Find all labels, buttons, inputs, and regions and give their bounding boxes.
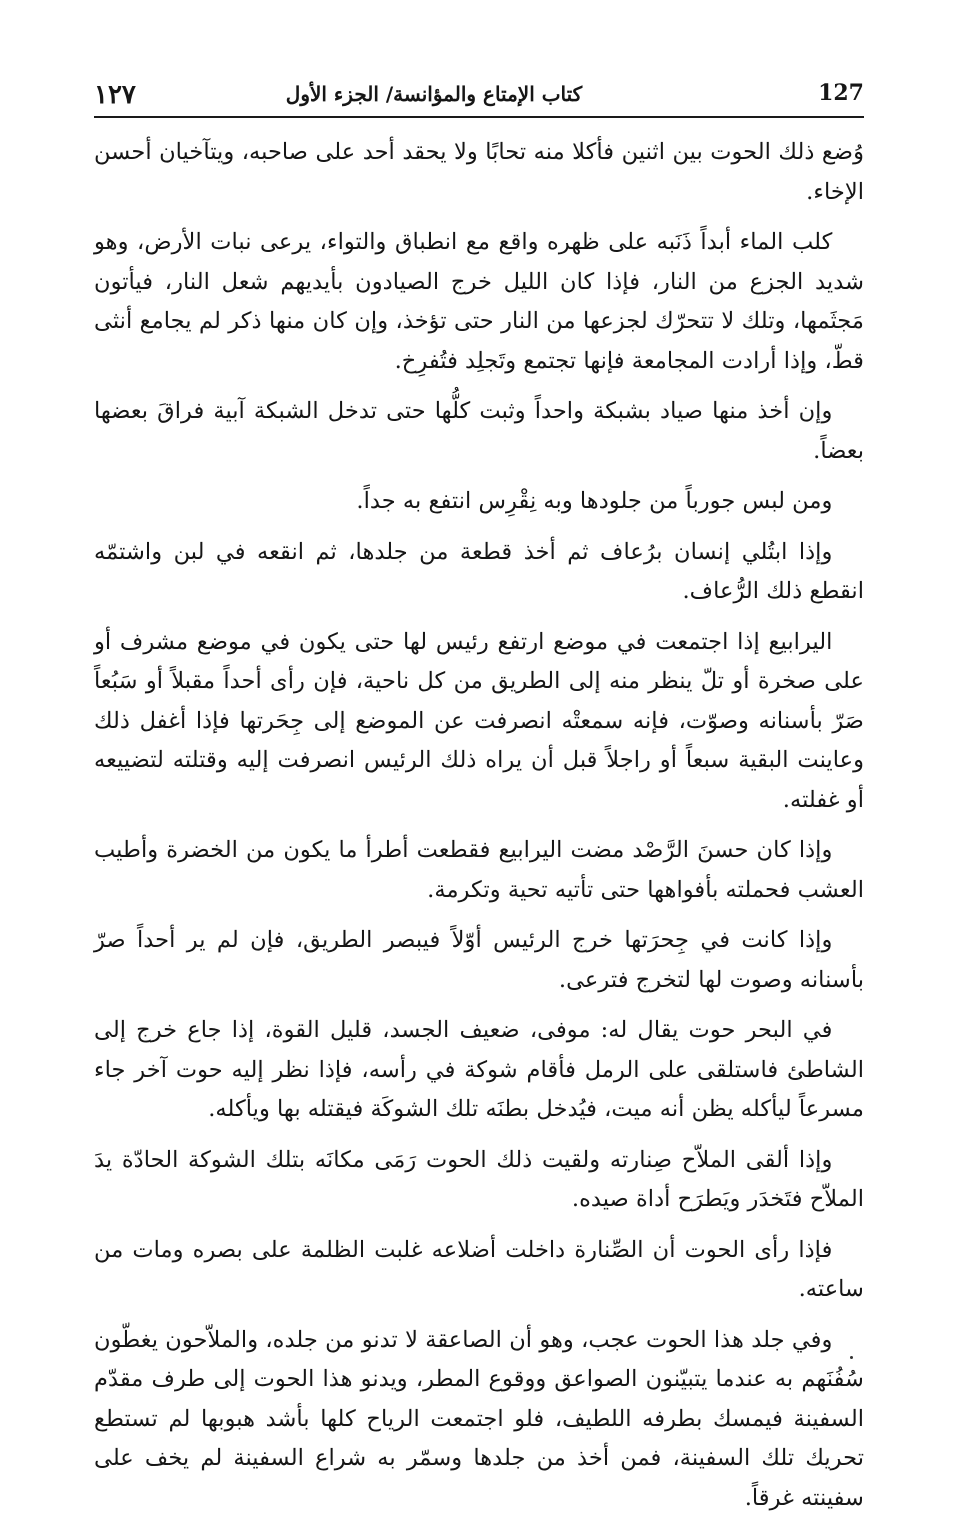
paragraph-11: فإذا رأى الحوت أن الصِّنارة داخلت أضلاعه غلبت الظلمة على بصره ومات من ساعته. [94, 1236, 864, 1302]
page-number-latin: 127 [818, 80, 864, 106]
running-header [94, 72, 864, 118]
paragraph-9: في البحر حوت يقال له: موفى، ضعيف الجسد، قليل القوة، إذا جاع خرج إلى الشاطئ فاستلقى على الرمل فأقام شوكة في رأسه، فإذا نظر إليه حوت آخر جاء مسرعاً ليأكله يظن أنه ميت، فيُدخل بطنَه تلك الشوكَة فيقتله بها ويأكله. [94, 1017, 864, 1122]
paragraph-5: وإذا ابتُلي إنسان برُعاف ثم أخذ قطعة من جلدها، ثم انقعه في لبن واشتمّه انقطع ذلك الرُّعاف. [94, 538, 864, 604]
page-number-arabic: ١٢٧ [94, 80, 136, 110]
paragraph-6: اليرابيع إذا اجتمعت في موضع ارتفع رئيس لها حتى يكون في موضع مشرف أو على صخرة أو تلّ ينظر منه إلى الطريق من كل ناحية، فإن رأى أحداً مقبلاً أو سَبُعاً صَرّ بأسنانه وصوّت، فإنه سمعتْه انصرفت عن الموضع إلى جِحَرتها فإذا أغفل ذلك وعاينت البقية سبعاً أو راجلاً قبل أن يراه ذلك الرئيس انصرفت إليه وقتلته لتضييعه أو غفلته. [94, 628, 864, 813]
paragraph-2: كلب الماء أبداً ذَنَبه على ظهره واقع مع انطباق والتواء، يرعى نبات الأرض، وهو شديد الجزع من النار، فإذا كان الليل خرج الصيادون بأيديهم شعل النار، فيأتون مَجثَمها، وتلك لا تتحرّك لجزعها من النار حتى تؤخذ، وإن كان منها ذكر لم يجامع أنثى قطّ، وإذا أرادت المجامعة فإنها تجتمع وتَجلِد فتُفرِخ. [94, 229, 864, 374]
running-title: كتاب الإمتاع والمؤانسة/ الجزء الأول [285, 82, 583, 106]
page-body [94, 133, 864, 1529]
paragraph-1: وُضع ذلك الحوت بين اثنين فأكلا منه تحابًا ولا يحقد أحد على صاحبه، ويتآخيان أحسن الإخاء. [94, 139, 864, 205]
paragraph-4: ومن لبس جورباً من جلودها وبه نِقْرِس انتفع به جداً. [356, 488, 833, 514]
paragraph-10: وإذا ألقى الملاّح صِنارته ولقيت ذلك الحوت رَمَى مكانَه بتلك الشوكة الحادّة يدَ الملاّح فتَخدَر ويَطرَح أداة صيده. [94, 1146, 864, 1212]
ink-speck [850, 1356, 853, 1359]
paragraph-8: وإذا كانت في جِحرَتها خرج الرئيس أوّلاً فيبصر الطريق، فإن لم ير أحداً صرّ بأسنانه وصوت لها لتخرج فترعى. [94, 927, 864, 993]
paragraph-7: وإذا كان حسنَ الرَّصْد مضت اليرابيع فقطعت أطرأ ما يكون من الخضرة وأطيب العشب فحملته بأفواهها حتى تأتيه تحية وتكرمة. [94, 837, 864, 903]
paragraph-3: وإن أخذ منها صياد بشبكة واحداً وثبت كلُّها حتى تدخل الشبكة آبية فراقَ بعضها بعضاً. [94, 398, 864, 464]
paragraph-12: وفي جلد هذا الحوت عجب، وهو أن الصاعقة لا تدنو من جلده، والملاّحون يغطّون سُفُنَهم به عندما يتبيّنون الصواعق ووقوع المطر، ويدنو هذا الحوت إلى طرف مقدّم السفينة فيمسك بطرفه اللطيف، فلو اجتمعت الرياح كلها بأشد هبوبها لم تستطع تحريك تلك السفينة، فمن أخذ من جلدها وسمّر به شراع السفينة لم يخف على سفينته غرقاً. [94, 1326, 864, 1511]
